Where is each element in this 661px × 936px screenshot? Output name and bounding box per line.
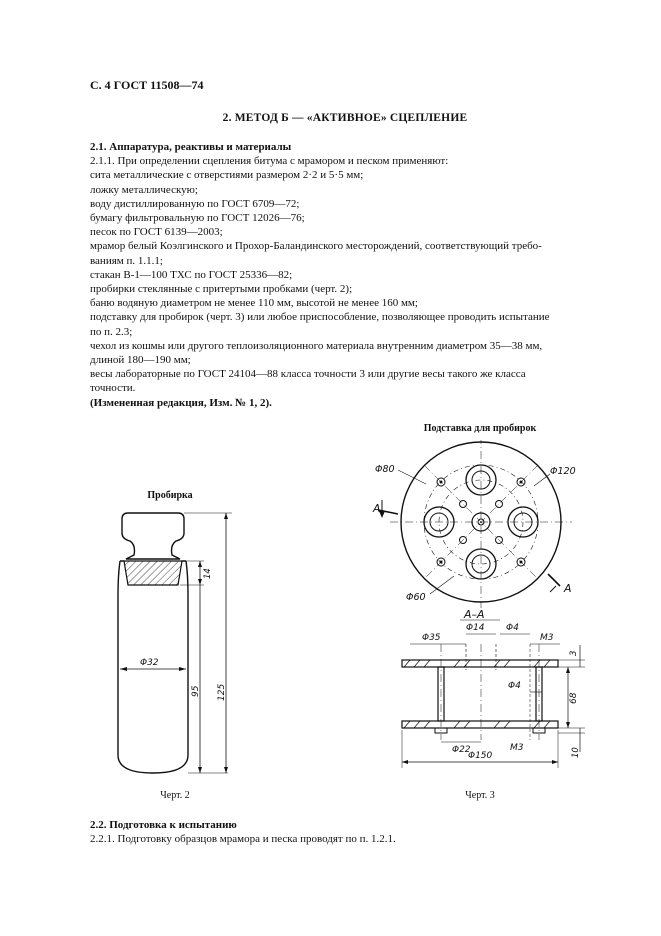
paragraph: по п. 2.3; [90, 325, 133, 338]
paragraph: мрамор белый Коэлгинского и Прохор-Баландинского месторождений, соответствующий требо- [90, 240, 542, 253]
subsection-title: 2.1. Аппаратура, реактивы и материалы [90, 141, 292, 153]
paragraph: стакан В-1—100 ТХС по ГОСТ 25336—82; [90, 268, 293, 281]
page-header: С. 4 ГОСТ 11508—74 [90, 78, 204, 92]
cut-label-right: A [564, 582, 572, 595]
section-title: 2. МЕТОД Б — «АКТИВНОЕ» СЦЕПЛЕНИЕ [222, 112, 468, 124]
dim-d22: Φ22 [452, 745, 471, 755]
figure-3-title: Подставка для пробирок [423, 423, 537, 434]
paragraph: баню водяную диаметром не менее 110 мм, высотой не менее 160 мм; [90, 297, 418, 310]
dim-d14: Φ14 [466, 623, 485, 633]
figure-2-caption: Черт. 2 [160, 790, 190, 801]
dim-d4-mid: Φ4 [508, 681, 521, 691]
stopper-head [122, 513, 184, 559]
paragraph: бумагу фильтровальную по ГОСТ 12026—76; [90, 212, 305, 225]
paragraph: подставку для пробирок (черт. 3) или любое приспособление, позволяющее проводить испытание [90, 311, 550, 324]
dim-h95: 95 [191, 685, 201, 697]
dim-h68: 68 [569, 692, 579, 704]
dim-h14: 14 [203, 568, 213, 579]
ground-joint [124, 561, 182, 585]
dim-d60: Φ60 [406, 592, 426, 603]
dim-d120: Φ120 [550, 466, 576, 477]
edition-note: (Измененная редакция, Изм. № 1, 2). [90, 396, 272, 409]
figure-3-caption: Черт. 3 [465, 790, 495, 801]
figure-2-title: Пробирка [147, 490, 193, 501]
stand-plan-view [378, 440, 572, 608]
paragraph: длиной 180—190 мм; [90, 354, 191, 367]
paragraph: чехол из кошмы или другого теплоизоляционного материала внутренним диаметром 35—38 мм, [90, 339, 543, 352]
dim-d80: Φ80 [375, 464, 395, 475]
section-label: A–A [464, 608, 485, 621]
dim-m3-top: M3 [540, 633, 554, 643]
dim-h10: 10 [571, 747, 581, 758]
test-tube-drawing [100, 505, 250, 790]
paragraph: ложку металлическую; [90, 183, 198, 196]
paragraph: весы лабораторные по ГОСТ 24104—88 класса точности 3 или другие весы такого же класса [90, 368, 526, 381]
paragraph: 2.2.1. Подготовку образцов мрамора и песка проводят по п. 1.2.1. [90, 833, 396, 846]
dim-h3: 3 [569, 650, 579, 656]
paragraph: воду дистиллированную по ГОСТ 6709—72; [90, 197, 300, 210]
cut-label-left: A [373, 502, 381, 515]
dim-d32: Φ32 [140, 658, 159, 668]
dim-h125: 125 [217, 683, 227, 701]
subsection-title: 2.2. Подготовка к испытанию [90, 819, 237, 831]
paragraph: сита металлические с отверстиями размером 2·2 и 5·5 мм; [90, 169, 364, 182]
dim-d150: Φ150 [468, 751, 493, 761]
dim-d4-top: Φ4 [506, 623, 519, 633]
tube-stand-drawing [360, 440, 610, 790]
paragraph: точности. [90, 382, 136, 395]
section-2-2-text [90, 818, 600, 846]
paragraph: песок по ГОСТ 6139—2003; [90, 226, 223, 239]
section-2-1-text [90, 140, 600, 410]
paragraph: 2.1.1. При определении сцепления битума с мрамором и песком применяют: [90, 155, 449, 168]
dim-d35: Φ35 [422, 633, 441, 643]
dim-m3-bottom: M3 [510, 743, 524, 753]
paragraph: ваниям п. 1.1.1; [90, 254, 163, 267]
paragraph: пробирки стеклянные с притертыми пробками (черт. 2); [90, 283, 353, 296]
